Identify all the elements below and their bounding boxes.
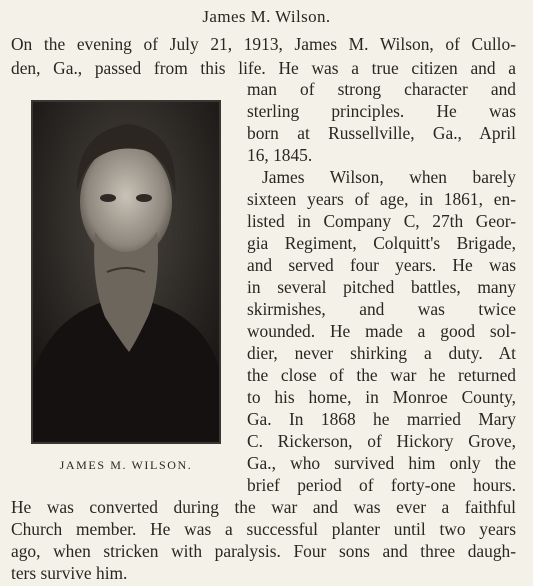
text-line: to his home, in Monroe County,: [247, 387, 516, 407]
portrait-caption: JAMES M. WILSON.: [59, 458, 193, 472]
text-line: wounded. He made a good sol-: [247, 321, 516, 341]
memorial-title: James M. Wilson.: [202, 7, 331, 26]
text-line: Ga., who survived him only the: [247, 453, 516, 473]
text-line: sixteen years of age, in 1861, en-: [247, 189, 516, 209]
text-line: den, Ga., passed from this life. He was a true citizen and a: [11, 58, 516, 78]
text-line: and served four years. He was: [247, 255, 516, 275]
text-line: Ga. In 1868 he married Mary: [247, 409, 516, 429]
text-line: skirmishes, and was twice: [247, 299, 516, 319]
text-line: listed in Company C, 27th Geor-: [247, 211, 516, 231]
text-line: sterling principles. He was: [247, 101, 516, 121]
text-line: 16, 1845.: [247, 145, 313, 165]
text-line: ago, when stricken with paralysis. Four sons and three daugh-: [11, 541, 516, 561]
text-line: James Wilson, when barely: [262, 167, 516, 187]
text-line: in several pitched battles, many: [247, 277, 516, 297]
portrait-image: [33, 102, 219, 442]
text-line: He was converted during the war and was ever a faithful: [11, 497, 516, 517]
text-line: ters survive him.: [11, 563, 128, 583]
text-line: born at Russellville, Ga., April: [247, 123, 516, 143]
text-line: man of strong character and: [247, 79, 516, 99]
text-line: the close of the war he returned: [247, 365, 516, 385]
text-line: On the evening of July 21, 1913, James M. Wilson, of Cullo-: [11, 34, 516, 54]
text-line: gia Regiment, Colquitt's Brigade,: [247, 233, 516, 253]
text-line: dier, never shirking a duty. At: [247, 343, 516, 363]
text-line: Church member. He was a successful planter until two years: [11, 519, 516, 539]
text-line: brief period of forty-one hours.: [247, 475, 516, 495]
portrait-photo: [31, 100, 221, 444]
text-line: C. Rickerson, of Hickory Grove,: [247, 431, 516, 451]
